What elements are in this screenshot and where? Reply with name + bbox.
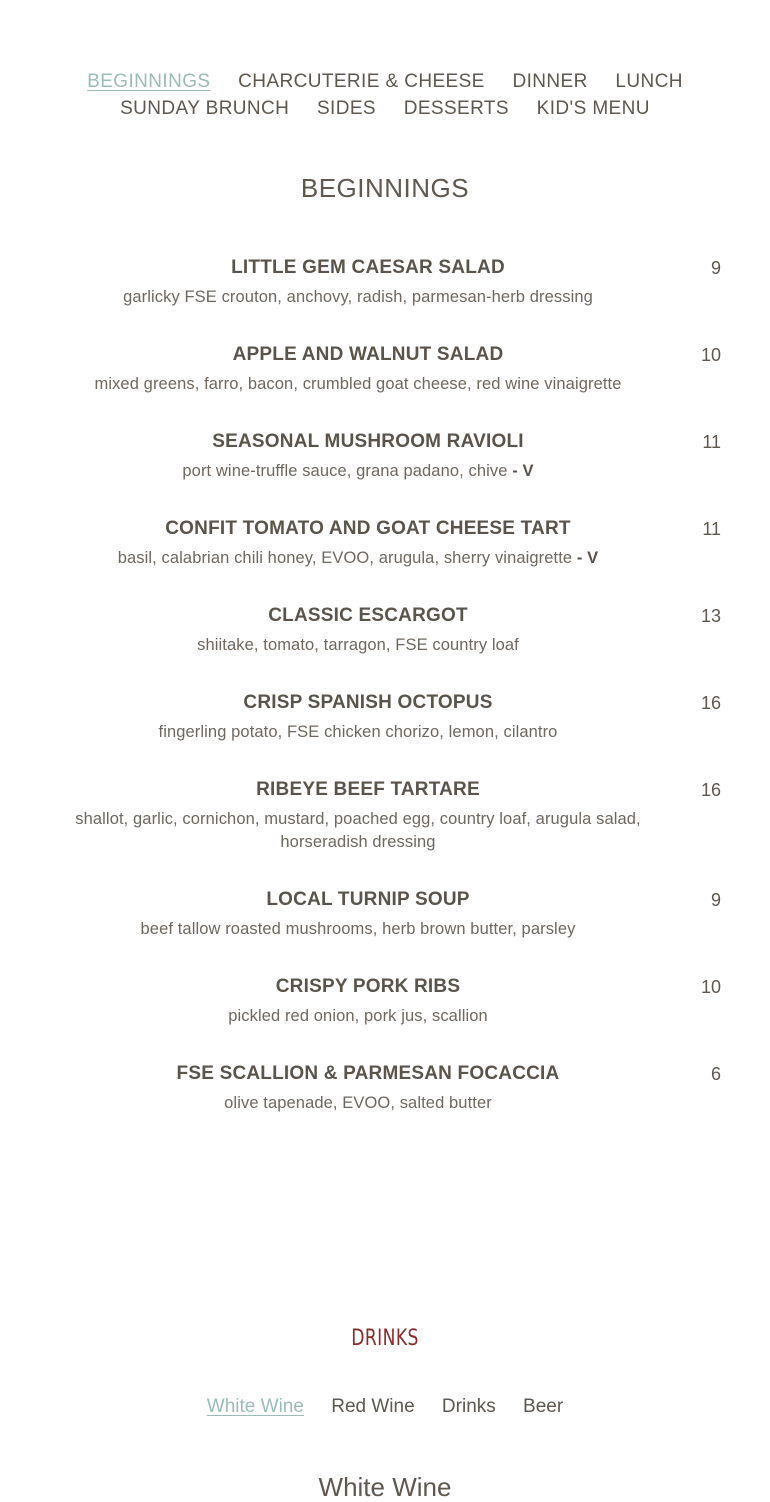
- menu-item-price: 16: [700, 693, 721, 713]
- vegetarian-marker: - V: [512, 462, 534, 480]
- nav-link-beginnings[interactable]: BEGINNINGS: [87, 71, 211, 92]
- menu-item-description: [40, 286, 676, 309]
- menu-item-description-text: fingerling potato, FSE chicken chorizo, lemon, cilantro: [158, 723, 558, 741]
- tab-red-wine[interactable]: Red Wine: [331, 1396, 415, 1417]
- menu-item-name: CLASSIC ESCARGOT: [268, 605, 468, 626]
- menu-item-name: CRISPY PORK RIBS: [275, 976, 461, 997]
- vegetarian-marker: - V: [576, 549, 599, 567]
- menu-item-price: 11: [702, 432, 721, 452]
- menu-item-description: [40, 373, 676, 396]
- menu-item-price: 13: [700, 606, 721, 626]
- menu-category-nav: [0, 68, 770, 122]
- nav-link-sides[interactable]: SIDES: [316, 98, 377, 119]
- menu-item-description-text: pickled red onion, pork jus, scallion: [228, 1007, 488, 1025]
- menu-item-description-text: garlicky FSE crouton, anchovy, radish, parmesan-herb dressing: [123, 288, 593, 306]
- menu-item-price: 6: [710, 1064, 721, 1084]
- menu-item-description-text: basil, calabrian chili honey, EVOO, arugula, sherry vinaigrette: [117, 549, 573, 567]
- tab-beer[interactable]: Beer: [523, 1396, 564, 1417]
- tab-white-wine[interactable]: White Wine: [206, 1396, 304, 1417]
- nav-row-1: [0, 68, 770, 95]
- menu-item-name: SEASONAL MUSHROOM RAVIOLI: [212, 431, 524, 452]
- menu-item-description-text: port wine-truffle sauce, grana padano, chive: [182, 462, 508, 480]
- menu-item-description-text: beef tallow roasted mushrooms, herb brown butter, parsley: [140, 920, 576, 938]
- menu-item-description: [40, 1005, 676, 1028]
- tab-drinks[interactable]: Drinks: [441, 1396, 496, 1417]
- menu-item-description: [40, 460, 676, 483]
- drinks-tab-nav: [0, 1393, 770, 1420]
- menu-item-name: CONFIT TOMATO AND GOAT CHEESE TART: [165, 518, 571, 539]
- menu-item-description: [40, 721, 676, 744]
- menu-item-price: 11: [702, 519, 721, 539]
- nav-link-charcuterie-cheese[interactable]: CHARCUTERIE & CHEESE: [238, 71, 485, 92]
- menu-item-name: FSE SCALLION & PARMESAN FOCACCIA: [176, 1063, 560, 1084]
- menu-item-description-text: shiitake, tomato, tarragon, FSE country loaf: [197, 636, 519, 654]
- menu-item-price: 9: [710, 258, 721, 278]
- menu-item-description: [40, 808, 676, 854]
- menu-item-description-text: olive tapenade, EVOO, salted butter: [224, 1094, 492, 1112]
- drinks-subsection-title: White Wine: [318, 1472, 452, 1502]
- nav-row-2: [0, 95, 770, 122]
- nav-link-lunch[interactable]: LUNCH: [615, 71, 683, 92]
- nav-link-desserts[interactable]: DESSERTS: [403, 98, 509, 119]
- section-title: BEGINNINGS: [300, 173, 470, 203]
- menu-item-description-text: shallot, garlic, cornichon, mustard, poached egg, country loaf, arugula salad, horseradish dressing: [75, 810, 641, 851]
- menu-item-name: RIBEYE BEEF TARTARE: [256, 779, 480, 800]
- menu-item-name: APPLE AND WALNUT SALAD: [232, 344, 504, 365]
- menu-item-description: [40, 1092, 676, 1115]
- menu-item-name: CRISP SPANISH OCTOPUS: [243, 692, 493, 713]
- menu-item-price: 16: [700, 780, 721, 800]
- menu-item-description: [40, 547, 676, 570]
- menu-item-price: 10: [700, 345, 721, 365]
- menu-item-description: [40, 634, 676, 657]
- nav-link-sunday-brunch[interactable]: SUNDAY BRUNCH: [120, 98, 290, 119]
- drinks-section-title: DRINKS: [351, 1326, 419, 1351]
- menu-item-price: 10: [700, 977, 721, 997]
- nav-link-dinner[interactable]: DINNER: [512, 71, 588, 92]
- menu-item-description: [40, 918, 676, 941]
- menu-item-price: 9: [710, 890, 721, 910]
- nav-link-kids-menu[interactable]: KID'S MENU: [536, 98, 650, 119]
- menu-item-description-text: mixed greens, farro, bacon, crumbled goat cheese, red wine vinaigrette: [94, 375, 622, 393]
- menu-item-name: LITTLE GEM CAESAR SALAD: [231, 257, 505, 278]
- menu-item-name: LOCAL TURNIP SOUP: [266, 889, 470, 910]
